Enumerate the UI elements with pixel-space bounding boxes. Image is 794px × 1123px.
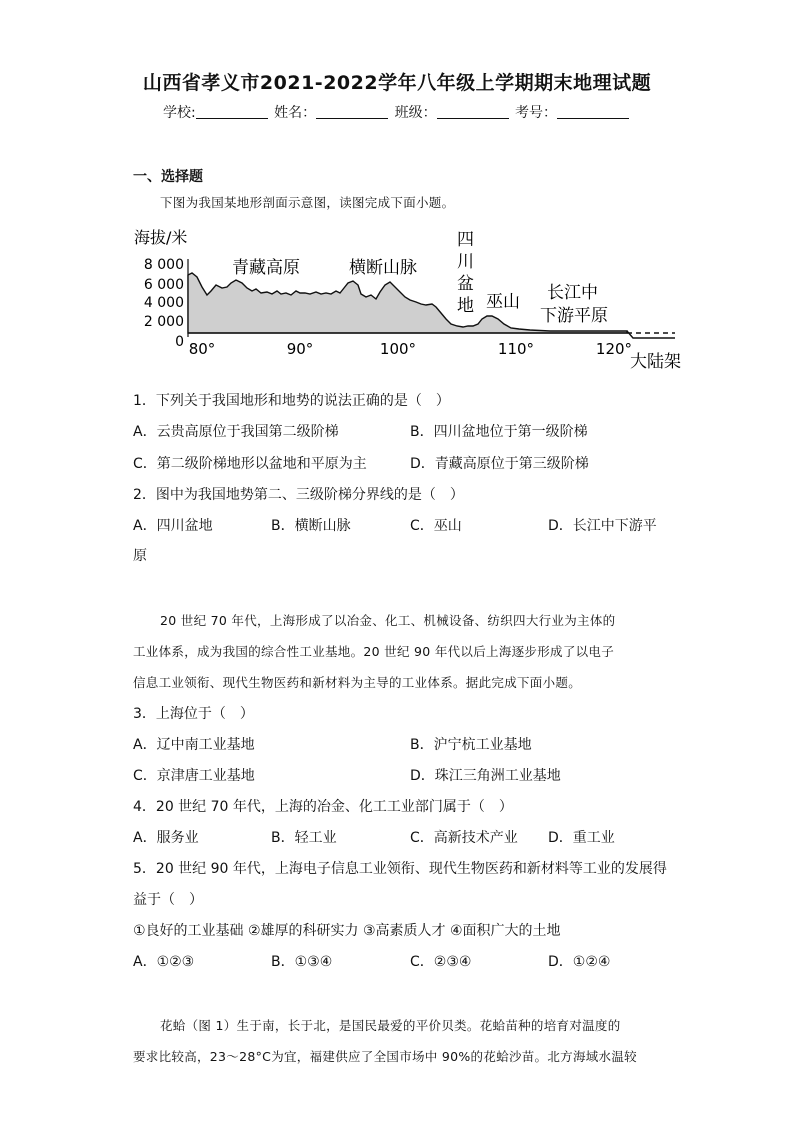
y-tick: 2 000 <box>143 314 184 330</box>
question-5-option-d[interactable]: D．①②④ <box>548 954 611 970</box>
school-label: 学校: <box>162 105 196 121</box>
question-2-option-b[interactable]: B．横断山脉 <box>271 518 351 534</box>
label-qingzang-plateau: 青藏高原 <box>232 258 300 278</box>
class-label: 班级： <box>394 105 437 121</box>
question-2-option-a[interactable]: A．四川盆地 <box>133 518 213 534</box>
x-tick: 120° <box>595 340 633 358</box>
label-plain-line2: 下游平原 <box>540 306 608 326</box>
terrain-profile-figure <box>130 225 690 375</box>
question-2-option-c[interactable]: C．巫山 <box>410 518 462 534</box>
page-title: 山西省孝义市2021-2022学年八年级上学期期末地理试题 <box>142 72 652 94</box>
question-1-option-d[interactable]: D．青藏高原位于第三级阶梯 <box>410 456 589 472</box>
x-tick: 90° <box>286 340 314 358</box>
passage-clam-line-1: 花蛤（图 1）生于南，长于北，是国民最爱的平价贝类。花蛤苗种的培育对温度的 <box>160 1018 621 1033</box>
question-4-option-d[interactable]: D．重工业 <box>548 830 615 846</box>
y-tick: 4 000 <box>143 295 184 311</box>
passage-shanghai-line-2: 工业体系，成为我国的综合性工业基地。20 世纪 90 年代以后上海逐步形成了以电子 <box>133 644 615 659</box>
question-2-option-d[interactable]: D．长江中下游平 <box>548 518 657 534</box>
question-5-option-b[interactable]: B．①③④ <box>271 954 333 970</box>
question-4-option-c[interactable]: C．高新技术产业 <box>410 830 518 846</box>
label-sichuan-basin: 川 <box>457 252 474 272</box>
question-1-stem: 1．下列关于我国地形和地势的说法正确的是（ ） <box>133 393 450 409</box>
question-5-option-a[interactable]: A．①②③ <box>133 954 195 970</box>
question-1-option-b[interactable]: B．四川盆地位于第一级阶梯 <box>410 424 588 440</box>
y-tick: 6 000 <box>143 277 184 293</box>
question-4-stem: 4．20 世纪 70 年代，上海的冶金、化工工业部门属于（ ） <box>133 799 513 815</box>
question-5-stem-line-1: 5．20 世纪 90 年代，上海电子信息工业领衔、现代生物医药和新材料等工业的发展得 <box>133 861 667 877</box>
question-3-option-a[interactable]: A．辽中南工业基地 <box>133 737 255 753</box>
question-4-option-b[interactable]: B．轻工业 <box>271 830 337 846</box>
question-3-option-d[interactable]: D．珠江三角洲工业基地 <box>410 768 561 784</box>
question-4-option-a[interactable]: A．服务业 <box>133 830 199 846</box>
class-blank[interactable] <box>437 104 509 119</box>
x-tick: 100° <box>379 340 417 358</box>
question-3-option-c[interactable]: C．京津唐工业基地 <box>133 768 255 784</box>
y-axis-label: 海拔/米 <box>134 228 188 247</box>
question-5-option-c[interactable]: C．②③④ <box>410 954 472 970</box>
name-label: 姓名： <box>274 105 317 121</box>
label-wushan: 巫山 <box>486 292 520 312</box>
y-tick: 8 000 <box>143 257 184 273</box>
figure-intro: 下图为我国某地形剖面示意图，读图完成下面小题。 <box>160 195 455 210</box>
section-heading: 一、选择题 <box>133 169 203 185</box>
question-2-option-d-wrap: 原 <box>133 548 147 564</box>
y-tick: 0 <box>175 334 184 350</box>
x-tick: 80° <box>188 340 216 358</box>
passage-shanghai-line-3: 信息工业领衔、现代生物医药和新材料为主导的工业体系。据此完成下面小题。 <box>133 675 582 690</box>
passage-shanghai-line-1: 20 世纪 70 年代，上海形成了以冶金、化工、机械设备、纺织四大行业为主体的 <box>160 613 616 628</box>
label-hengduan-mountains: 横断山脉 <box>349 258 417 278</box>
question-5-conditions: ①良好的工业基础 ②雄厚的科研实力 ③高素质人才 ④面积广大的土地 <box>133 923 561 939</box>
label-sichuan-basin: 地 <box>457 296 474 316</box>
question-2-stem: 2．图中为我国地势第二、三级阶梯分界线的是（ ） <box>133 487 464 503</box>
label-continental-shelf: 大陆架 <box>630 352 681 372</box>
student-info-row <box>0 102 794 122</box>
name-blank[interactable] <box>316 104 388 119</box>
continental-shelf-line <box>627 331 675 338</box>
question-3-option-b[interactable]: B．沪宁杭工业基地 <box>410 737 532 753</box>
label-sichuan-basin: 盆 <box>457 274 474 294</box>
exam-number-label: 考号： <box>515 105 558 121</box>
question-1-option-c[interactable]: C．第二级阶梯地形以盆地和平原为主 <box>133 456 367 472</box>
x-tick: 110° <box>497 340 535 358</box>
label-plain-line1: 长江中 <box>547 283 598 303</box>
school-blank[interactable] <box>196 104 268 119</box>
question-1-option-a[interactable]: A．云贵高原位于我国第二级阶梯 <box>133 424 339 440</box>
question-3-stem: 3．上海位于（ ） <box>133 706 254 722</box>
passage-clam-line-2: 要求比较高，23～28°C为宜，福建供应了全国市场中 90%的花蛤沙苗。北方海域水温较 <box>133 1049 637 1064</box>
exam-number-blank[interactable] <box>557 104 629 119</box>
question-5-stem-line-2: 益于（ ） <box>133 892 203 908</box>
label-sichuan-basin: 四 <box>457 230 474 250</box>
